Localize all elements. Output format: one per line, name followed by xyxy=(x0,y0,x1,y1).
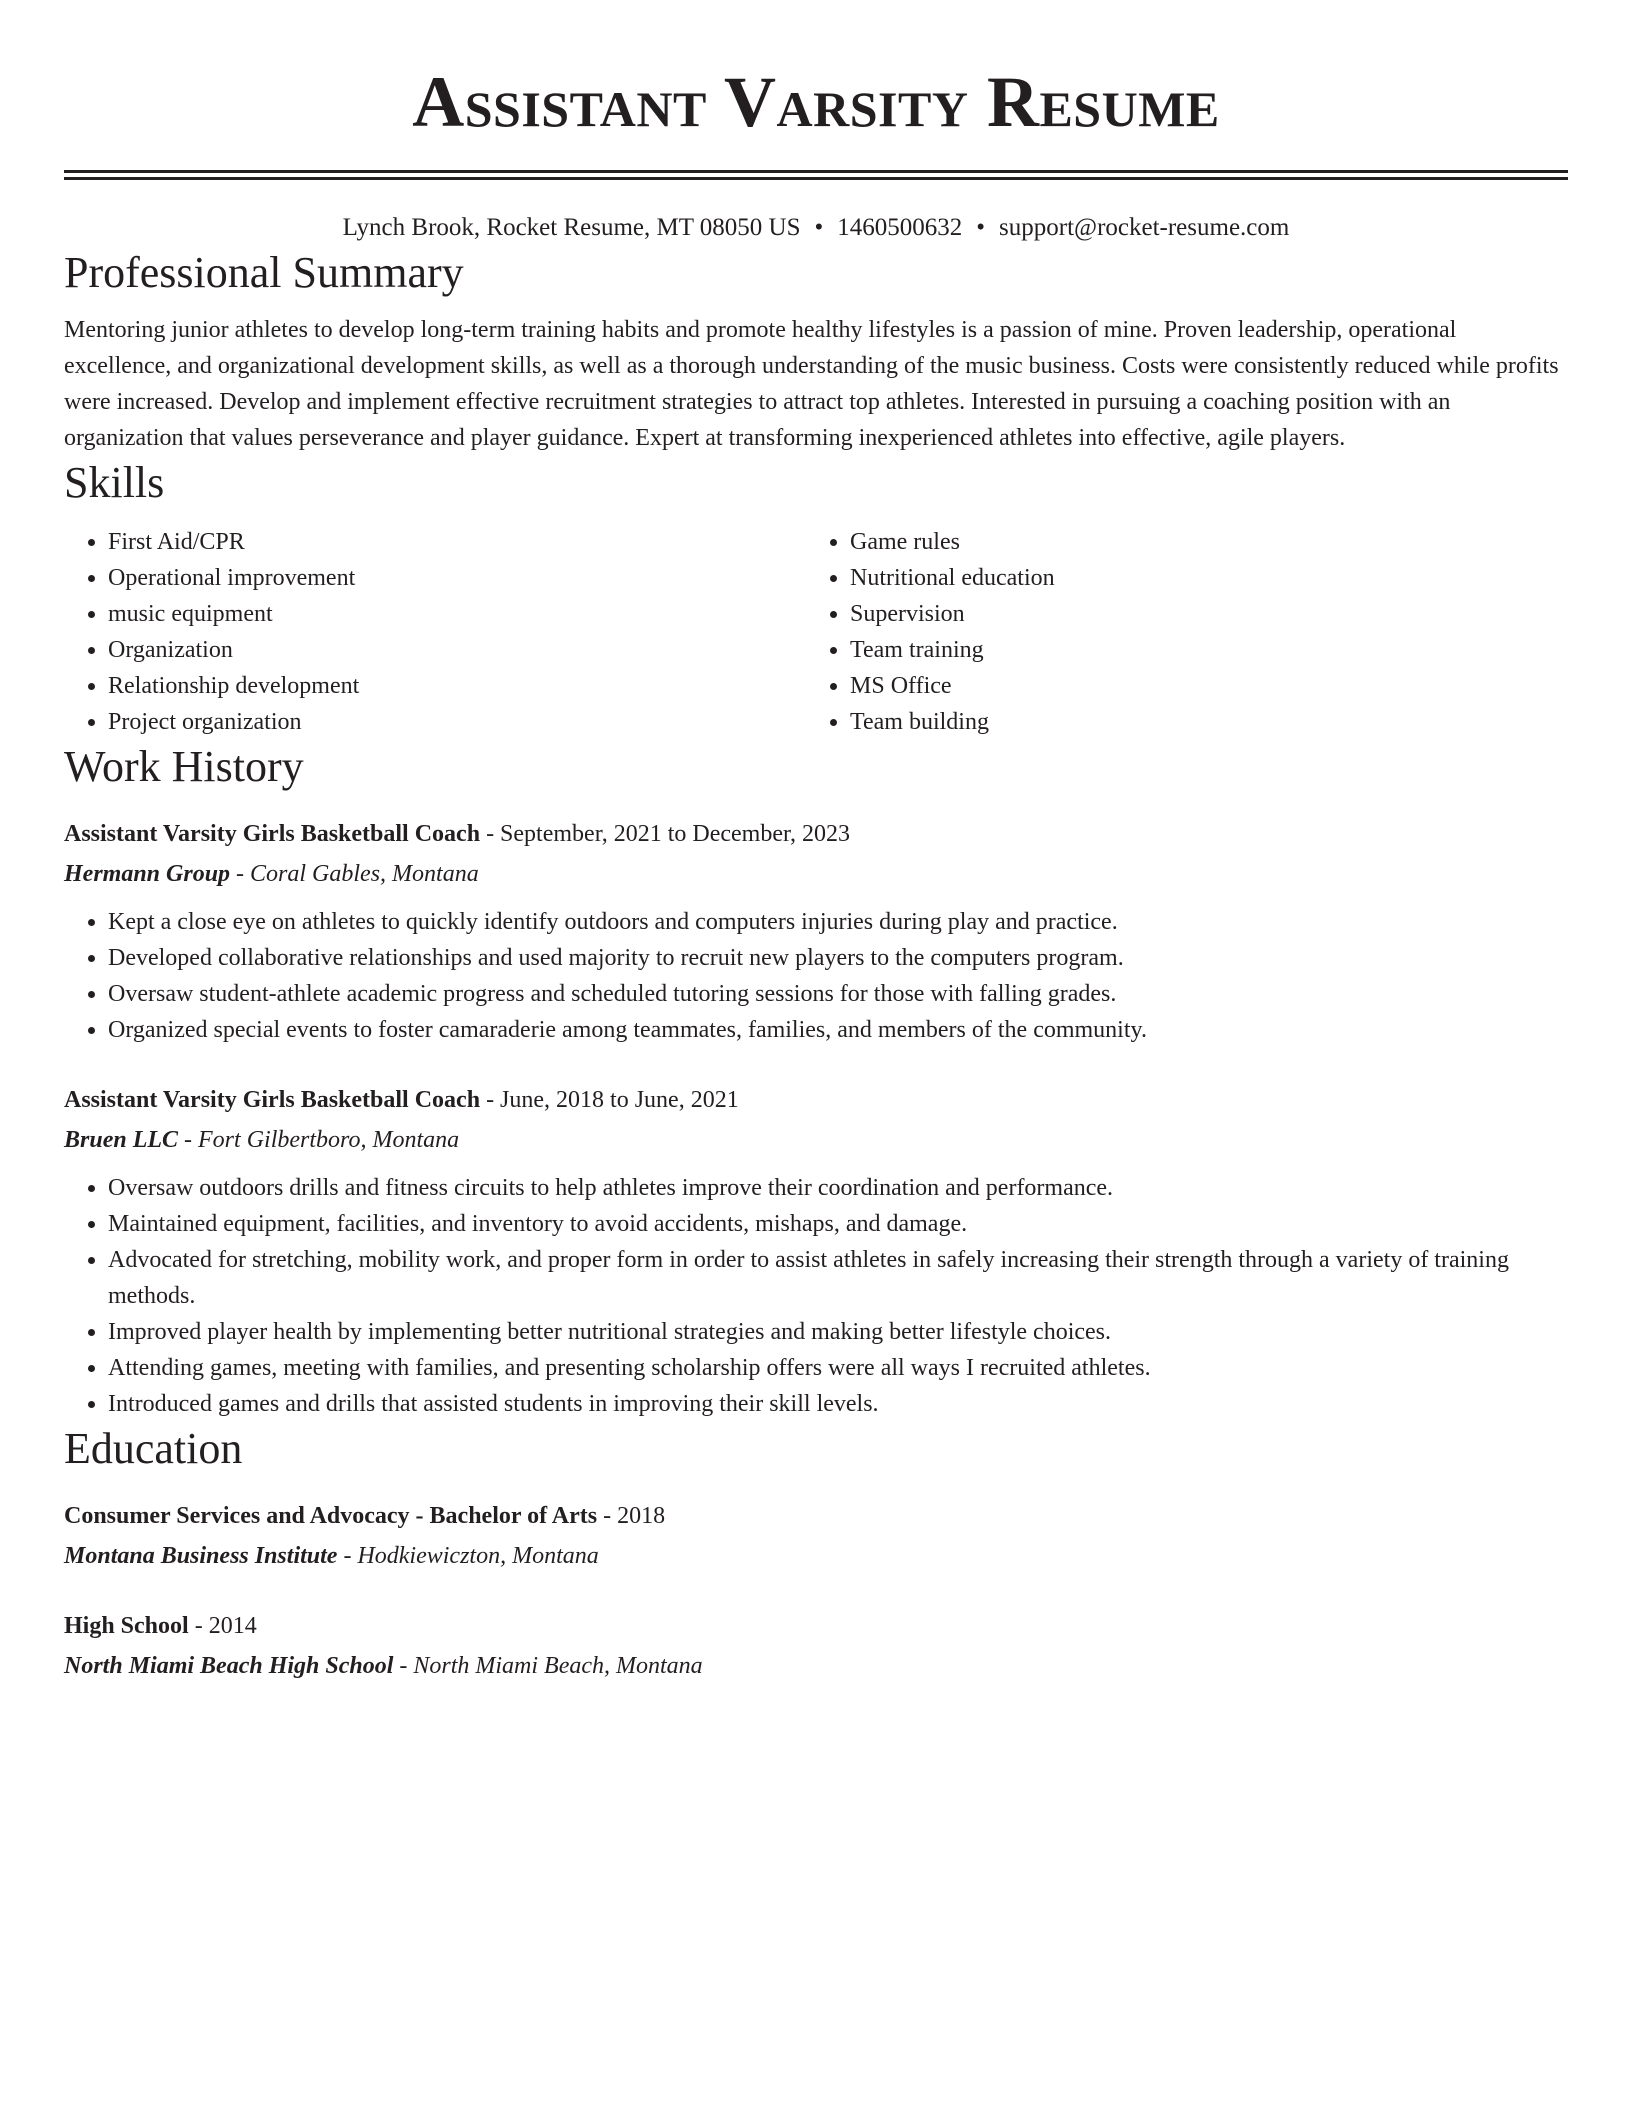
job-bullet: • Introduced games and drills that assisted students in improving their skill levels. xyxy=(108,1386,1568,1422)
job-company-line xyxy=(64,1120,1568,1160)
skill-item: • Supervision xyxy=(850,596,1568,632)
contact-address: Lynch Brook, Rocket Resume, MT 08050 US xyxy=(342,214,801,241)
contact-email: support@rocket-resume.com xyxy=(999,214,1290,241)
skills-list xyxy=(64,524,1568,740)
contact-separator: • xyxy=(814,214,824,241)
education-degree-line xyxy=(64,1496,1568,1536)
resume-title: Assistant Varsity Resume xyxy=(412,62,1220,142)
job-bullets xyxy=(64,1170,1568,1422)
contact-separator: • xyxy=(976,214,986,241)
skill-item: • Organization xyxy=(108,632,806,668)
job-bullet: • Organized special events to foster camaraderie among teammates, families, and members of the community. xyxy=(108,1012,1568,1048)
job-location: - Fort Gilbertboro, Montana xyxy=(178,1127,460,1153)
job-dates: - September, 2021 to December, 2023 xyxy=(480,821,851,847)
education-location: - North Miami Beach, Montana xyxy=(393,1653,703,1679)
job-entry xyxy=(64,1080,1568,1422)
skill-item: • music equipment xyxy=(108,596,806,632)
summary-heading: Professional Summary xyxy=(64,248,464,297)
education-school: North Miami Beach High School xyxy=(64,1653,394,1679)
job-bullet: • Advocated for stretching, mobility work, and proper form in order to assist athletes in safely increasing their strength through a variety of training methods. xyxy=(108,1242,1568,1314)
skill-item: • Project organization xyxy=(108,704,806,740)
education-year: - 2018 xyxy=(597,1503,666,1529)
education-location: - Hodkiewiczton, Montana xyxy=(337,1543,599,1569)
skill-item: • Team training xyxy=(850,632,1568,668)
education-school-line xyxy=(64,1536,1568,1576)
skill-item: • First Aid/CPR xyxy=(108,524,806,560)
job-title-line xyxy=(64,814,1568,854)
title-double-rule xyxy=(64,170,1568,180)
job-entry xyxy=(64,814,1568,1048)
summary-text: Mentoring junior athletes to develop long-term training habits and promote healthy lifestyles is a passion of mine. Proven leadership, operational excellence, and organizational development skills, as well as a thorough understanding of the music business. Costs were consistently reduced while profits were increased. Develop and implement effective recruitment strategies to attract top athletes. Interested in pursuing a coaching position with an organization that values perseverance and player guidance. Expert at transforming inexperienced athletes into effective, agile players. xyxy=(64,317,1559,451)
skill-item: • Team building xyxy=(850,704,1568,740)
education-school-line xyxy=(64,1646,1568,1686)
job-bullet: • Improved player health by implementing better nutritional strategies and making better lifestyle choices. xyxy=(108,1314,1568,1350)
job-bullet: • Maintained equipment, facilities, and inventory to avoid accidents, mishaps, and damage. xyxy=(108,1206,1568,1242)
education-degree: Consumer Services and Advocacy - Bachelor of Arts xyxy=(64,1503,598,1529)
job-bullets xyxy=(64,904,1568,1048)
education-year: - 2014 xyxy=(188,1613,257,1639)
contact-line xyxy=(64,210,1568,246)
job-bullet: • Kept a close eye on athletes to quickly identify outdoors and computers injuries during play and practice. xyxy=(108,904,1568,940)
skill-item: • Game rules xyxy=(850,524,1568,560)
education-entry xyxy=(64,1496,1568,1576)
skills-column-left xyxy=(64,524,806,740)
work-history-heading: Work History xyxy=(64,742,304,791)
skill-item: • Nutritional education xyxy=(850,560,1568,596)
job-bullet: • Oversaw outdoors drills and fitness circuits to help athletes improve their coordination and performance. xyxy=(108,1170,1568,1206)
job-bullet: • Developed collaborative relationships and used majority to recruit new players to the computers program. xyxy=(108,940,1568,976)
job-bullet: • Attending games, meeting with families, and presenting scholarship offers were all ways I recruited athletes. xyxy=(108,1350,1568,1386)
education-heading: Education xyxy=(64,1424,243,1473)
skill-item: • Operational improvement xyxy=(108,560,806,596)
education-degree: High School xyxy=(64,1613,189,1639)
job-title: Assistant Varsity Girls Basketball Coach xyxy=(64,821,481,847)
job-title-line xyxy=(64,1080,1568,1120)
job-bullet: • Oversaw student-athlete academic progress and scheduled tutoring sessions for those with falling grades. xyxy=(108,976,1568,1012)
skills-column-right xyxy=(806,524,1568,740)
education-degree-line xyxy=(64,1606,1568,1646)
job-dates: - June, 2018 to June, 2021 xyxy=(480,1087,739,1113)
skills-heading: Skills xyxy=(64,458,165,507)
job-company: Bruen LLC xyxy=(64,1127,179,1153)
education-school: Montana Business Institute xyxy=(64,1543,338,1569)
contact-phone: 1460500632 xyxy=(837,214,963,241)
skill-item: • MS Office xyxy=(850,668,1568,704)
job-company-line xyxy=(64,854,1568,894)
job-title: Assistant Varsity Girls Basketball Coach xyxy=(64,1087,481,1113)
job-location: - Coral Gables, Montana xyxy=(230,861,479,887)
job-company: Hermann Group xyxy=(64,861,231,887)
education-entry xyxy=(64,1606,1568,1686)
skill-item: • Relationship development xyxy=(108,668,806,704)
